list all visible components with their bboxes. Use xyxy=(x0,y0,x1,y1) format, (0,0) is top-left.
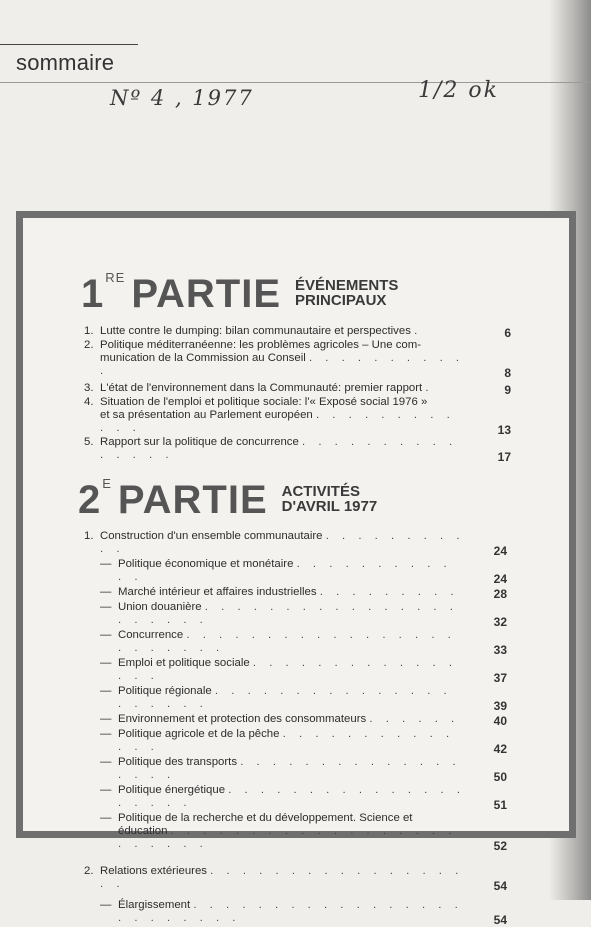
subentry-title-line: Politique des transports xyxy=(118,756,238,768)
entry-dash: — xyxy=(100,601,112,613)
subentry-title-line: Politique énergétique xyxy=(118,784,226,796)
toc-subentry[interactable] xyxy=(84,558,507,584)
entry-title-line: Rapport sur la politique de concurrence xyxy=(100,436,299,448)
leader-dots: . . . . . . . . . . . . . . . . . . . . . xyxy=(118,685,452,710)
toc-subentry[interactable] xyxy=(84,713,507,726)
page-number: 40 xyxy=(493,714,507,728)
leader-dots: . . . . . . . . . . . . . . . . . . xyxy=(118,756,461,781)
page-number: 33 xyxy=(493,643,507,657)
section-number: 2. xyxy=(84,865,94,877)
subentry-title-line: Élargissement xyxy=(118,899,191,911)
subentry-title xyxy=(118,713,507,726)
subentry-title-line: Politique agricole et de la pêche xyxy=(118,728,280,740)
subentry-title-line: Concurrence xyxy=(118,629,184,641)
leader-dots: . . . . . . . . . . . . . . . . . . xyxy=(100,865,464,890)
leader-dots: . . . . . . . . . . . . . . . . xyxy=(118,657,457,682)
toc-subentry[interactable] xyxy=(84,728,507,754)
page-number: 24 xyxy=(493,544,507,558)
page-number: 13 xyxy=(497,423,511,437)
leader-dots: . . . . . . . . . . . . . . . . . . . . . . . . . xyxy=(118,899,463,924)
section-title-text: Construction d'un ensemble communautaire xyxy=(100,530,323,542)
leader-dots: . . . . . . . . . . . . . . xyxy=(118,728,455,753)
handwritten-note: 1/2 ok xyxy=(418,78,499,103)
subentry-title xyxy=(118,601,507,627)
page-number: 50 xyxy=(493,770,507,784)
entry-number: 5. xyxy=(84,436,94,448)
toc-section[interactable] xyxy=(84,865,507,891)
entry-title-line: et sa présentation au Parlement européen xyxy=(100,409,313,421)
toc-section[interactable] xyxy=(84,530,507,556)
part2-heading xyxy=(78,476,378,522)
page-number: 54 xyxy=(493,879,507,893)
page-number: 8 xyxy=(504,366,511,380)
part2-subtitle: ACTIVITÉS D'AVRIL 1977 xyxy=(281,483,378,515)
toc-subentry[interactable] xyxy=(84,586,507,599)
toc-entry[interactable] xyxy=(84,339,511,378)
leader-dots: . xyxy=(414,325,423,337)
entry-number: 4. xyxy=(84,396,94,408)
subentry-title-line: Politique économique et monétaire xyxy=(118,558,294,570)
toc-entry[interactable] xyxy=(84,325,511,338)
subentry-title xyxy=(118,558,507,584)
part1-contents xyxy=(84,325,511,462)
entry-dash: — xyxy=(100,812,112,824)
subentry-title-line: Union douanière xyxy=(118,601,202,613)
entry-dash: — xyxy=(100,657,112,669)
header-rule xyxy=(0,44,138,45)
entry-title xyxy=(100,396,511,435)
entry-dash: — xyxy=(100,713,112,725)
subentry-title xyxy=(118,812,507,851)
part2-number: $2^E$ PARTIE xyxy=(78,476,268,522)
entry-dash: — xyxy=(100,558,112,570)
entry-number: 1. xyxy=(84,325,94,337)
page-number: 39 xyxy=(493,699,507,713)
subentry-title-line: Environnement et protection des consommateurs xyxy=(118,713,367,725)
handwritten-issue-number: Nº 4 , 1977 xyxy=(110,86,254,110)
subentry-title xyxy=(118,657,507,683)
entry-number: 3. xyxy=(84,382,94,394)
toc-subentry[interactable] xyxy=(84,756,507,782)
entry-title-line: munication de la Commission au Conseil xyxy=(100,352,306,364)
part1-heading xyxy=(81,270,399,316)
entry-title xyxy=(100,325,511,338)
page-number: 9 xyxy=(504,383,511,397)
page-number: 6 xyxy=(504,326,511,340)
page-number: 54 xyxy=(493,913,507,927)
entry-dash: — xyxy=(100,756,112,768)
subentry-title xyxy=(118,685,507,711)
leader-dots: . . . . . . . . . xyxy=(319,586,459,598)
page-number: 32 xyxy=(493,615,507,629)
entry-title xyxy=(100,339,511,378)
toc-entry[interactable] xyxy=(84,436,511,462)
leader-dots: . xyxy=(425,382,434,394)
subentry-title-line: Marché intérieur et affaires industrielles xyxy=(118,586,317,598)
part1-subtitle: ÉVÉNEMENTS PRINCIPAUX xyxy=(295,277,399,309)
leader-dots: . . . . . . . . . . . xyxy=(100,530,465,555)
leader-dots: . . . . . . . . . . . . . . . . . . . . . . . . xyxy=(118,825,457,850)
toc-subentry[interactable] xyxy=(84,685,507,711)
section-title xyxy=(100,530,507,556)
entry-title-line: L'état de l'environnement dans la Communauté: premier rapport xyxy=(100,382,423,394)
subentry-title xyxy=(118,586,507,599)
toc-subentry[interactable] xyxy=(84,812,507,851)
leader-dots: . . . . . . . . . . . . . . . . . . . . . . . . xyxy=(118,629,456,654)
entry-dash: — xyxy=(100,586,112,598)
contents-frame xyxy=(16,211,576,927)
toc-subentry[interactable] xyxy=(84,657,507,683)
page-number: 28 xyxy=(493,587,507,601)
page-title: sommaire xyxy=(16,50,115,75)
subentry-title xyxy=(118,629,507,655)
header-divider xyxy=(0,82,591,83)
leader-dots: . . . . . . xyxy=(369,713,460,725)
part1-number: 1RE PARTIE xyxy=(81,270,282,316)
subentry-title-line: Politique de la recherche et du développement. Science et xyxy=(118,812,413,824)
section-title-text: Relations extérieures xyxy=(100,865,207,877)
entry-title-line: Situation de l'emploi et politique sociale: l'« Exposé social 1976 » xyxy=(100,396,428,408)
entry-dash: — xyxy=(100,685,112,697)
entry-title xyxy=(100,436,511,462)
subentry-title-line: éducation xyxy=(118,825,168,837)
part2-contents xyxy=(84,530,507,925)
entry-number: 2. xyxy=(84,339,94,351)
entry-title xyxy=(100,382,511,395)
subentry-title-line: Politique régionale xyxy=(118,685,212,697)
section-title xyxy=(100,865,507,891)
entry-dash: — xyxy=(100,728,112,740)
subentry-title-line: Emploi et politique sociale xyxy=(118,657,250,669)
leader-dots: . . . . . . . . . . . . xyxy=(100,409,455,434)
leader-dots: . . . . . . . . . . . . xyxy=(118,558,452,583)
leader-dots: . . . . . . . . . . . . . . . . . . . . . . xyxy=(118,601,458,626)
subentry-title xyxy=(118,756,507,782)
toc-subentry[interactable] xyxy=(84,784,507,810)
toc-entry[interactable] xyxy=(84,396,511,435)
page-number: 52 xyxy=(493,839,507,853)
entry-title-line: Politique méditerranéenne: les problèmes agricoles – Une com- xyxy=(100,339,422,351)
entry-title-line: Lutte contre le dumping: bilan communautaire et perspectives xyxy=(100,325,411,337)
page-number: 42 xyxy=(493,742,507,756)
leader-dots: . . . . . . . . . . . . . . . xyxy=(100,436,458,461)
page-number: 17 xyxy=(497,450,511,464)
toc-subentry[interactable] xyxy=(84,601,507,627)
leader-dots: . . . . . . . . . . . xyxy=(100,352,465,377)
toc-entry[interactable] xyxy=(84,382,511,395)
section-number: 1. xyxy=(84,530,94,542)
subentry-title xyxy=(118,728,507,754)
leader-dots: . . . . . . . . . . . . . . . . . . . . xyxy=(118,784,465,809)
page-number: 24 xyxy=(493,572,507,586)
page-number: 51 xyxy=(493,798,507,812)
entry-dash: — xyxy=(100,629,112,641)
subentry-title xyxy=(118,899,507,925)
entry-dash: — xyxy=(100,784,112,796)
page-number: 37 xyxy=(493,671,507,685)
toc-subentry[interactable] xyxy=(84,629,507,655)
entry-dash: — xyxy=(100,899,112,911)
toc-subentry[interactable] xyxy=(84,899,507,925)
subentry-title xyxy=(118,784,507,810)
